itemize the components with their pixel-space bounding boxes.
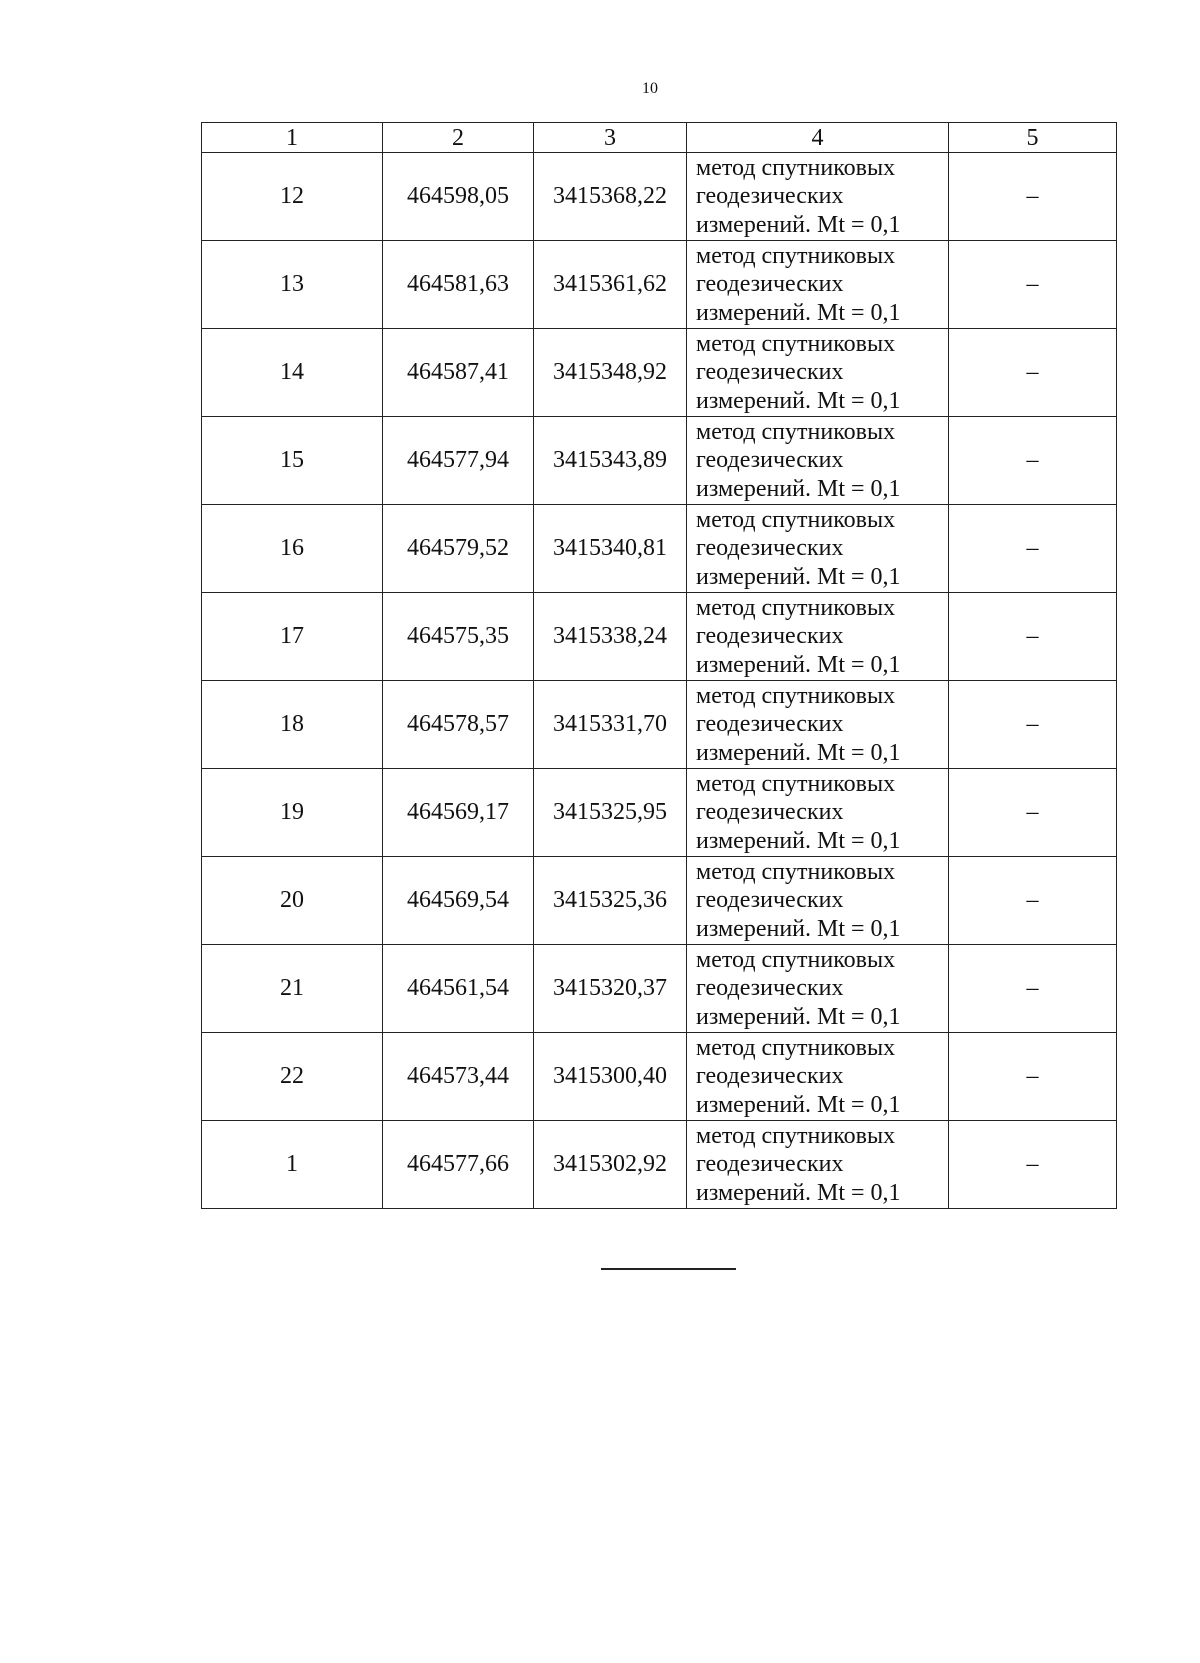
method-line: измерений. Mt = 0,1 [696, 1091, 901, 1118]
method-line: метод спутниковых [696, 770, 896, 797]
method-line: измерений. Mt = 0,1 [696, 299, 901, 326]
method-line: измерений. Mt = 0,1 [696, 1003, 901, 1030]
point-number-cell: 12 [202, 153, 383, 241]
method-cell [687, 769, 949, 857]
method-line: геодезических [696, 535, 844, 562]
x-coordinate-cell: 464577,66 [383, 1121, 534, 1209]
method-line: метод спутниковых [696, 506, 896, 533]
method-line: геодезических [696, 711, 844, 738]
method-line: метод спутниковых [696, 154, 896, 181]
x-coordinate-cell: 464598,05 [383, 153, 534, 241]
method-line: измерений. Mt = 0,1 [696, 915, 901, 942]
method-line: измерений. Mt = 0,1 [696, 739, 901, 766]
note-cell: – [949, 769, 1117, 857]
method-line: метод спутниковых [696, 242, 896, 269]
method-line: измерений. Mt = 0,1 [696, 651, 901, 678]
x-coordinate-cell: 464561,54 [383, 945, 534, 1033]
point-number-cell: 21 [202, 945, 383, 1033]
point-number-cell: 15 [202, 417, 383, 505]
x-coordinate-cell: 464577,94 [383, 417, 534, 505]
column-header-3: 3 [534, 123, 687, 153]
method-line: метод спутниковых [696, 418, 896, 445]
y-coordinate-cell: 3415348,92 [534, 329, 687, 417]
x-coordinate-cell: 464581,63 [383, 241, 534, 329]
y-coordinate-cell: 3415368,22 [534, 153, 687, 241]
point-number-cell: 1 [202, 1121, 383, 1209]
method-line: метод спутниковых [696, 946, 896, 973]
method-cell [687, 241, 949, 329]
method-line: геодезических [696, 183, 844, 210]
method-line: геодезических [696, 975, 844, 1002]
y-coordinate-cell: 3415325,95 [534, 769, 687, 857]
method-cell [687, 417, 949, 505]
method-line: геодезических [696, 271, 844, 298]
x-coordinate-cell: 464569,54 [383, 857, 534, 945]
table-row [202, 593, 1117, 681]
point-number-cell: 16 [202, 505, 383, 593]
table-row [202, 329, 1117, 417]
point-number-cell: 18 [202, 681, 383, 769]
table-row [202, 505, 1117, 593]
y-coordinate-cell: 3415340,81 [534, 505, 687, 593]
table-header [202, 123, 1117, 153]
note-cell: – [949, 241, 1117, 329]
method-line: геодезических [696, 359, 844, 386]
method-cell [687, 329, 949, 417]
column-header-5: 5 [949, 123, 1117, 153]
point-number-cell: 13 [202, 241, 383, 329]
method-cell [687, 505, 949, 593]
method-cell [687, 1033, 949, 1121]
coordinates-table [201, 122, 1117, 1209]
table-row [202, 1033, 1117, 1121]
table-row [202, 945, 1117, 1033]
method-line: метод спутниковых [696, 1122, 896, 1149]
note-cell: – [949, 1121, 1117, 1209]
method-line: метод спутниковых [696, 594, 896, 621]
y-coordinate-cell: 3415343,89 [534, 417, 687, 505]
column-header-2: 2 [383, 123, 534, 153]
method-line: измерений. Mt = 0,1 [696, 211, 901, 238]
table-row [202, 241, 1117, 329]
note-cell: – [949, 857, 1117, 945]
method-cell [687, 153, 949, 241]
y-coordinate-cell: 3415302,92 [534, 1121, 687, 1209]
method-line: геодезических [696, 1063, 844, 1090]
method-cell [687, 681, 949, 769]
y-coordinate-cell: 3415325,36 [534, 857, 687, 945]
point-number-cell: 14 [202, 329, 383, 417]
x-coordinate-cell: 464579,52 [383, 505, 534, 593]
table-body [202, 153, 1117, 1209]
y-coordinate-cell: 3415361,62 [534, 241, 687, 329]
method-line: геодезических [696, 623, 844, 650]
method-line: метод спутниковых [696, 858, 896, 885]
point-number-cell: 22 [202, 1033, 383, 1121]
column-header-4: 4 [687, 123, 949, 153]
method-cell [687, 945, 949, 1033]
note-cell: – [949, 329, 1117, 417]
method-line: геодезических [696, 1151, 844, 1178]
method-cell [687, 593, 949, 681]
y-coordinate-cell: 3415331,70 [534, 681, 687, 769]
table-row [202, 417, 1117, 505]
method-line: измерений. Mt = 0,1 [696, 475, 901, 502]
point-number-cell: 20 [202, 857, 383, 945]
end-divider [601, 1268, 736, 1270]
method-line: измерений. Mt = 0,1 [696, 387, 901, 414]
x-coordinate-cell: 464578,57 [383, 681, 534, 769]
note-cell: – [949, 681, 1117, 769]
method-line: измерений. Mt = 0,1 [696, 563, 901, 590]
note-cell: – [949, 505, 1117, 593]
method-line: метод спутниковых [696, 1034, 896, 1061]
y-coordinate-cell: 3415300,40 [534, 1033, 687, 1121]
method-line: метод спутниковых [696, 330, 896, 357]
x-coordinate-cell: 464575,35 [383, 593, 534, 681]
method-line: геодезических [696, 887, 844, 914]
note-cell: – [949, 417, 1117, 505]
note-cell: – [949, 1033, 1117, 1121]
method-line: измерений. Mt = 0,1 [696, 1179, 901, 1206]
note-cell: – [949, 593, 1117, 681]
method-line: геодезических [696, 447, 844, 474]
page-number: 10 [642, 80, 658, 97]
header-row [202, 123, 1117, 153]
table-row [202, 857, 1117, 945]
table-row [202, 769, 1117, 857]
method-cell [687, 857, 949, 945]
method-line: метод спутниковых [696, 682, 896, 709]
x-coordinate-cell: 464587,41 [383, 329, 534, 417]
method-line: измерений. Mt = 0,1 [696, 827, 901, 854]
note-cell: – [949, 153, 1117, 241]
x-coordinate-cell: 464573,44 [383, 1033, 534, 1121]
method-cell [687, 1121, 949, 1209]
note-cell: – [949, 945, 1117, 1033]
table-row [202, 681, 1117, 769]
table-row [202, 153, 1117, 241]
point-number-cell: 17 [202, 593, 383, 681]
method-line: геодезических [696, 799, 844, 826]
point-number-cell: 19 [202, 769, 383, 857]
y-coordinate-cell: 3415338,24 [534, 593, 687, 681]
column-header-1: 1 [202, 123, 383, 153]
table-row [202, 1121, 1117, 1209]
y-coordinate-cell: 3415320,37 [534, 945, 687, 1033]
x-coordinate-cell: 464569,17 [383, 769, 534, 857]
